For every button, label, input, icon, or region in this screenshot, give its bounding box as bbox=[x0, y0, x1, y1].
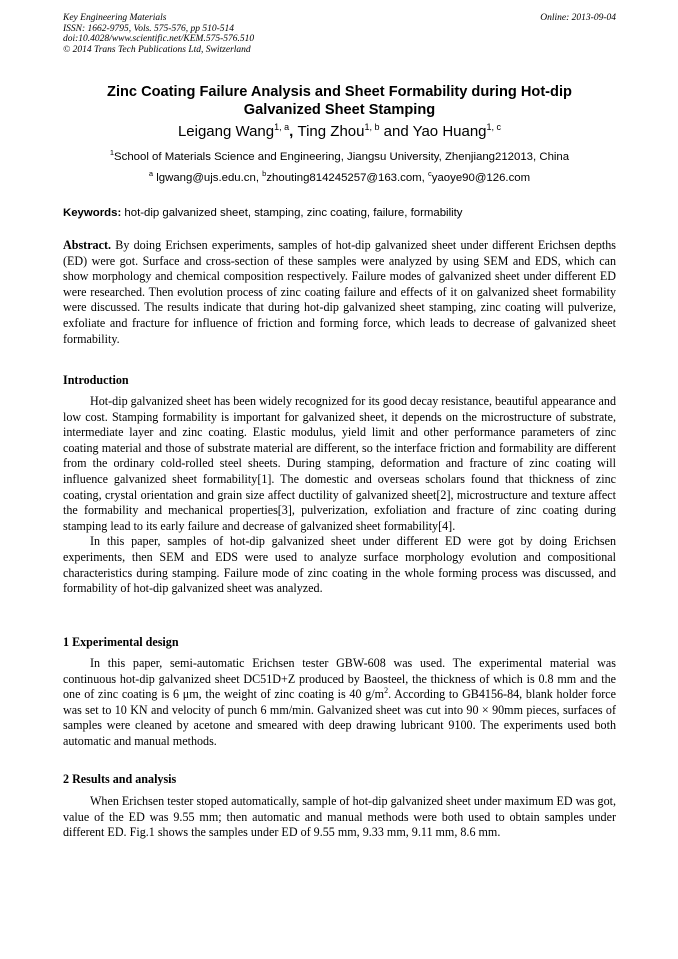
keywords bbox=[63, 206, 616, 221]
email-list bbox=[63, 170, 616, 186]
doi-line: doi:10.4028/www.scientific.net/KEM.575-576.510 bbox=[63, 34, 255, 45]
journal-header bbox=[63, 13, 616, 55]
email-address: lgwang@ujs.edu.cn, bbox=[153, 172, 263, 184]
introduction-body bbox=[63, 394, 616, 597]
abstract bbox=[63, 238, 616, 347]
author-name: Yao Huang bbox=[412, 123, 487, 140]
abstract-label: Abstract. bbox=[63, 238, 112, 252]
paragraph: Hot-dip galvanized sheet has been widely recognized for its good decay resistance, beautiful appearance and low cost. Stamping formability is important for galvanized sheet, it depends on the microstructure of substrate, intermediate layer and zinc coating. Elastic modulus, yield limit and other performance parameters of zinc coating material and those of substrate material are different, so the interface friction and formability are different from the ordinary cold-rolled steel sheets. During stamping, deformation and fracture of zinc coating will influence galvanized sheet formability[1]. The domestic and overseas scholars found that thickness of zinc coating, crystal orientation and grain size affect ductility of galvanized sheet[2], microstructure and texture affect the formability and mechanical properties[3], pulverization, exfoliation and fracture of zinc coating during stamping lead to its early failure and decrease of galvanized sheet formability[4]. bbox=[63, 394, 616, 533]
author-affiliation-mark: 1, c bbox=[486, 122, 502, 132]
copyright-line: © 2014 Trans Tech Publications Ltd, Switzerland bbox=[63, 44, 251, 55]
section-heading-introduction: Introduction bbox=[63, 373, 129, 387]
email-mark: b bbox=[262, 169, 267, 178]
affiliation bbox=[63, 149, 616, 165]
abstract-text: By doing Erichsen experiments, samples of hot-dip galvanized sheet under different Erichsen depths (ED) were got. Surface and cross-section of these samples were analyzed by using SEM and EDS, which can show morphology and chemical composition respectively. Failure modes of galvanized sheet under different ED were researched. Then evolution process of zinc coating failure and effects of it on galvanized sheet formability were discussed. The results indicate that during hot-dip galvanized sheet stamping, zinc coating will pulverize, exfoliate and fracture for influence of friction and forming force, which leads to decrease of galvanized sheet formability. bbox=[63, 238, 616, 346]
section-heading-experimental: 1 Experimental design bbox=[63, 635, 179, 649]
section-heading-results: 2 Results and analysis bbox=[63, 772, 177, 786]
author-name: Leigang Wang bbox=[177, 123, 275, 140]
superscript: 2 bbox=[384, 686, 389, 696]
issn-line: ISSN: 1662-9795, Vols. 575-576, pp 510-514 bbox=[63, 23, 234, 34]
paragraph-text: . According to GB4156-84, blank holder force was set to 10 KN and velocity of punch 6 mm/min. Galvanized sheet was cut into 90 × 90mm pieces, surfaces of samples were cleaned by acetone and smeared with deep drawing lubricant 9100. The experiments used both automatic and manual methods. bbox=[63, 687, 617, 748]
title-line-1: Zinc Coating Failure Analysis and Sheet Formability during Hot-dip bbox=[107, 84, 572, 100]
keywords-label: Keywords: bbox=[63, 207, 122, 219]
author-separator: and bbox=[379, 123, 413, 140]
results-body bbox=[63, 794, 616, 841]
email-address: zhouting814245257@163.com, bbox=[266, 172, 429, 184]
author-separator: , bbox=[289, 123, 298, 140]
paper-title bbox=[63, 83, 616, 119]
author-affiliation-mark: 1, b bbox=[364, 122, 380, 132]
keywords-text: hot-dip galvanized sheet, stamping, zinc coating, failure, formability bbox=[121, 207, 463, 219]
author-affiliation-mark: 1, a bbox=[274, 122, 290, 132]
online-date: Online: 2013-09-04 bbox=[540, 13, 616, 23]
author-list bbox=[63, 122, 616, 142]
journal-name: Key Engineering Materials bbox=[63, 13, 167, 23]
paragraph: In this paper, samples of hot-dip galvanized sheet under different ED were got by doing Erichsen experiments, then SEM and EDS were used to analyze surface morphology evolution and compositional characteristics during stamping. Failure mode of zinc coating in the whole forming process was discussed, and formability of hot-dip galvanized sheet was analyzed. bbox=[63, 534, 616, 596]
paragraph: When Erichsen tester stoped automatically, sample of hot-dip galvanized sheet under maximum ED was got, value of the ED was 9.55 mm; then automatic and manual methods were both used to obtain samples under different ED. Fig.1 shows the samples under ED of 9.55 mm, 9.33 mm, 9.11 mm, 8.6 mm. bbox=[63, 794, 616, 840]
title-line-2: Galvanized Sheet Stamping bbox=[243, 102, 436, 118]
email-mark: c bbox=[428, 169, 432, 178]
email-address: yaoye90@126.com bbox=[431, 172, 531, 184]
email-mark: a bbox=[148, 169, 154, 178]
affiliation-mark: 1 bbox=[109, 148, 115, 157]
paragraph-text: In this paper, semi-automatic Erichsen tester GBW-608 was used. The experimental material was continuous hot-dip galvanized sheet DC51D+Z produced by Baosteel, the thickness of which is 0.8 mm and the one of zinc coating is 6 μm, the weight of zinc coating is 40 g/m bbox=[63, 656, 616, 702]
paragraph bbox=[63, 656, 616, 750]
author-name: Ting Zhou bbox=[297, 123, 365, 140]
experimental-body bbox=[63, 656, 616, 750]
affiliation-text: School of Materials Science and Engineering, Jiangsu University, Zhenjiang212013, China bbox=[114, 151, 570, 163]
